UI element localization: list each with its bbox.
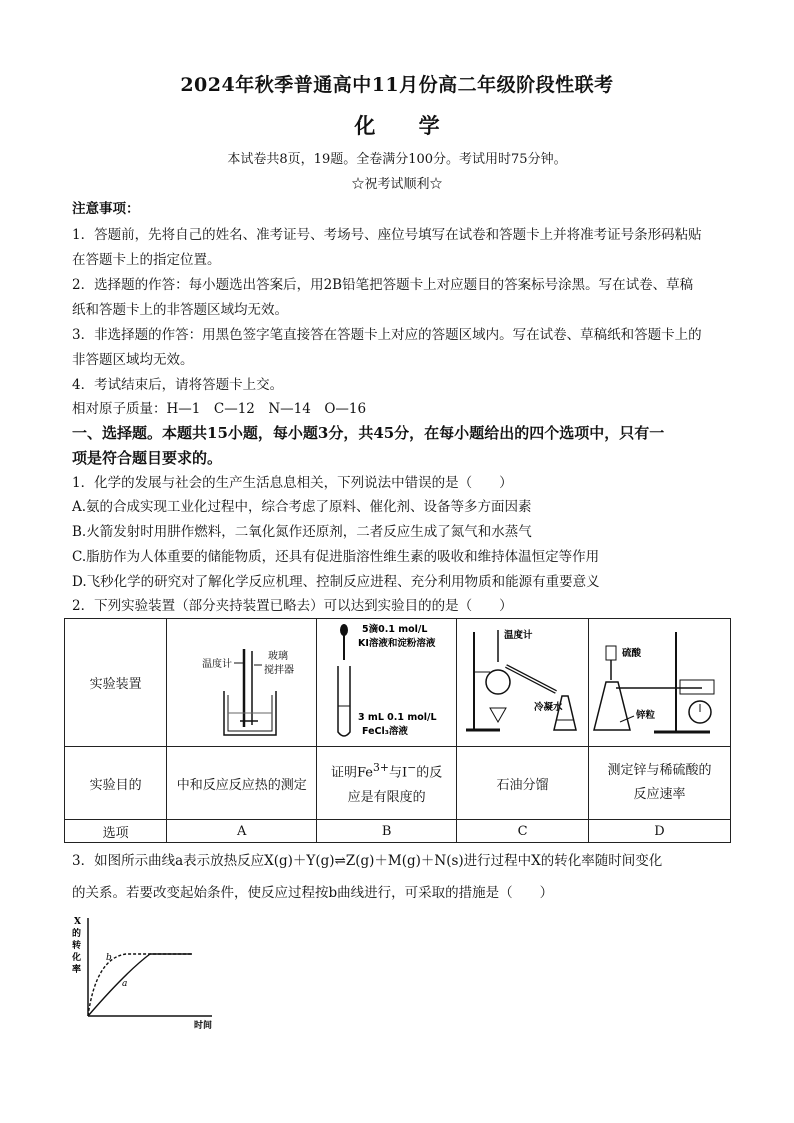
purpose-d-line2: 反应速率 (633, 787, 686, 802)
notice-item: 1．答题前，先将自己的姓名、准考证号、考场号、座位号填写在试卷和答题卡上并将准考证号条形码粘贴 (72, 227, 702, 243)
q1-option-c: C.脂肪作为人体重要的储能物质，还具有促进脂溶性维生素的吸收和维持体温恒定等作用 (72, 549, 600, 565)
graph-xlabel: 时间 (194, 1021, 213, 1031)
distillation-icon (460, 622, 586, 740)
label-thermometer-c: 温度计 (503, 629, 533, 641)
purpose-b-part: 证明Fe (331, 765, 374, 781)
calorimeter-icon (172, 621, 312, 741)
purpose-b-line2: 应是有限度的 (347, 789, 426, 805)
row-label-option: 选项 (65, 820, 167, 843)
graph-ylabel: X (74, 917, 81, 927)
device-d (589, 619, 731, 747)
purpose-b-sup: − (407, 761, 417, 775)
reaction-rate-icon (592, 622, 728, 740)
curve-a-label: a (122, 979, 128, 989)
purpose-b-part: 的反 (416, 765, 443, 781)
exam-title: 2024年秋季普通高中11月份高二年级阶段性联考 (180, 74, 614, 96)
notice-item: 在答题卡上的指定位置。 (72, 252, 221, 268)
curve-b (88, 954, 192, 1016)
test-tube-icon (322, 620, 452, 742)
curve-b-label: b (106, 953, 112, 963)
section-heading-cont: 项是符合题目要求的。 (72, 449, 223, 467)
graph-ylabel: 率 (72, 965, 82, 975)
q2-stem: 2．下列实验装置（部分夹持装置已略去）可以达到实验目的的是（ ） (72, 598, 513, 614)
row-label-purpose: 实验目的 (65, 747, 167, 820)
label-stirrer-1: 玻璃 (267, 650, 288, 662)
graph-ylabel: 化 (72, 953, 82, 963)
q1-stem: 1．化学的发展与社会的生产生活息息相关，下列说法中错误的是（ ） (72, 475, 513, 491)
label-reagent-bottom-1: 3 mL 0.1 mol/L (357, 711, 437, 723)
option-c: C (457, 820, 589, 843)
device-b (317, 619, 457, 747)
label-sulfuric-acid: 硫酸 (621, 647, 641, 659)
atomic-mass: 相对原子质量：H—1 C—12 N—14 O—16 (72, 401, 367, 417)
graph-ylabel: 转 (72, 941, 82, 951)
q3-stem-line2: 的关系。若要改变起始条件，使反应过程按b曲线进行，可采取的措施是（ ） (72, 885, 554, 901)
q2-table (64, 618, 731, 843)
label-zinc: 锌粒 (635, 709, 655, 721)
notice-item: 4．考试结束后，请将答题卡上交。 (72, 377, 284, 393)
conversion-graph (66, 912, 226, 1032)
notice-item: 非答题区域均无效。 (72, 352, 194, 368)
notice-heading: 注意事项： (72, 201, 140, 217)
purpose-d-line1: 测定锌与稀硫酸的 (607, 763, 712, 778)
device-c (457, 619, 589, 747)
label-thermometer: 温度计 (201, 658, 232, 670)
q1-option-b: B.火箭发射时用肼作燃料，二氧化氮作还原剂，二者反应生成了氮气和水蒸气 (72, 524, 532, 540)
label-cooling-water: 冷凝水 (533, 701, 563, 713)
notice-item: 2．选择题的作答：每小题选出答案后，用2B铅笔把答题卡上对应题目的答案标号涂黑。写在试卷、草稿 (72, 277, 694, 293)
option-d: D (589, 820, 731, 843)
purpose-a: 中和反应反应热的测定 (167, 747, 317, 820)
curve-a (88, 954, 192, 1016)
device-a (167, 619, 317, 747)
graph-ylabel: 的 (72, 929, 82, 939)
q1-option-d: D.飞秒化学的研究对了解化学反应机理、控制反应进程、充分利用物质和能源有重要意义 (72, 574, 600, 590)
purpose-c: 石油分馏 (457, 747, 589, 820)
purpose-b (317, 747, 457, 820)
notice-item: 3．非选择题的作答：用黑色签字笔直接答在答题卡上对应的答题区域内。写在试卷、草稿纸和答题卡上的 (72, 327, 702, 343)
label-reagent-top-1: 5滴0.1 mol/L (361, 623, 428, 635)
option-a: A (167, 820, 317, 843)
q1-option-a: A.氨的合成实现工业化过程中，综合考虑了原料、催化剂、设备等多方面因素 (72, 499, 532, 515)
label-reagent-bottom-2: FeCl₃溶液 (361, 725, 408, 737)
notice-item: 纸和答题卡上的非答题区域均无效。 (72, 302, 288, 318)
purpose-b-part: 与I (388, 765, 408, 781)
label-stirrer-2: 搅拌器 (263, 664, 294, 676)
option-b: B (317, 820, 457, 843)
row-label-device: 实验装置 (65, 619, 167, 747)
section-heading: 一、选择题。本题共15小题，每小题3分，共45分，在每小题给出的四个选项中，只有一 (72, 424, 665, 442)
label-reagent-top-2: KI溶液和淀粉溶液 (357, 637, 436, 649)
purpose-d (589, 747, 731, 820)
exam-subject: 化 学 (354, 113, 458, 138)
exam-wish: ☆祝考试顺利☆ (351, 177, 443, 192)
purpose-b-sup: 3+ (373, 761, 389, 775)
exam-info: 本试卷共8页，19题。全卷满分100分。考试用时75分钟。 (227, 152, 567, 167)
q3-stem-line1: 3．如图所示曲线a表示放热反应X(g)＋Y(g)⇌Z(g)＋M(g)＋N(s)进行过程中X的转化率随时间变化 (72, 853, 663, 869)
